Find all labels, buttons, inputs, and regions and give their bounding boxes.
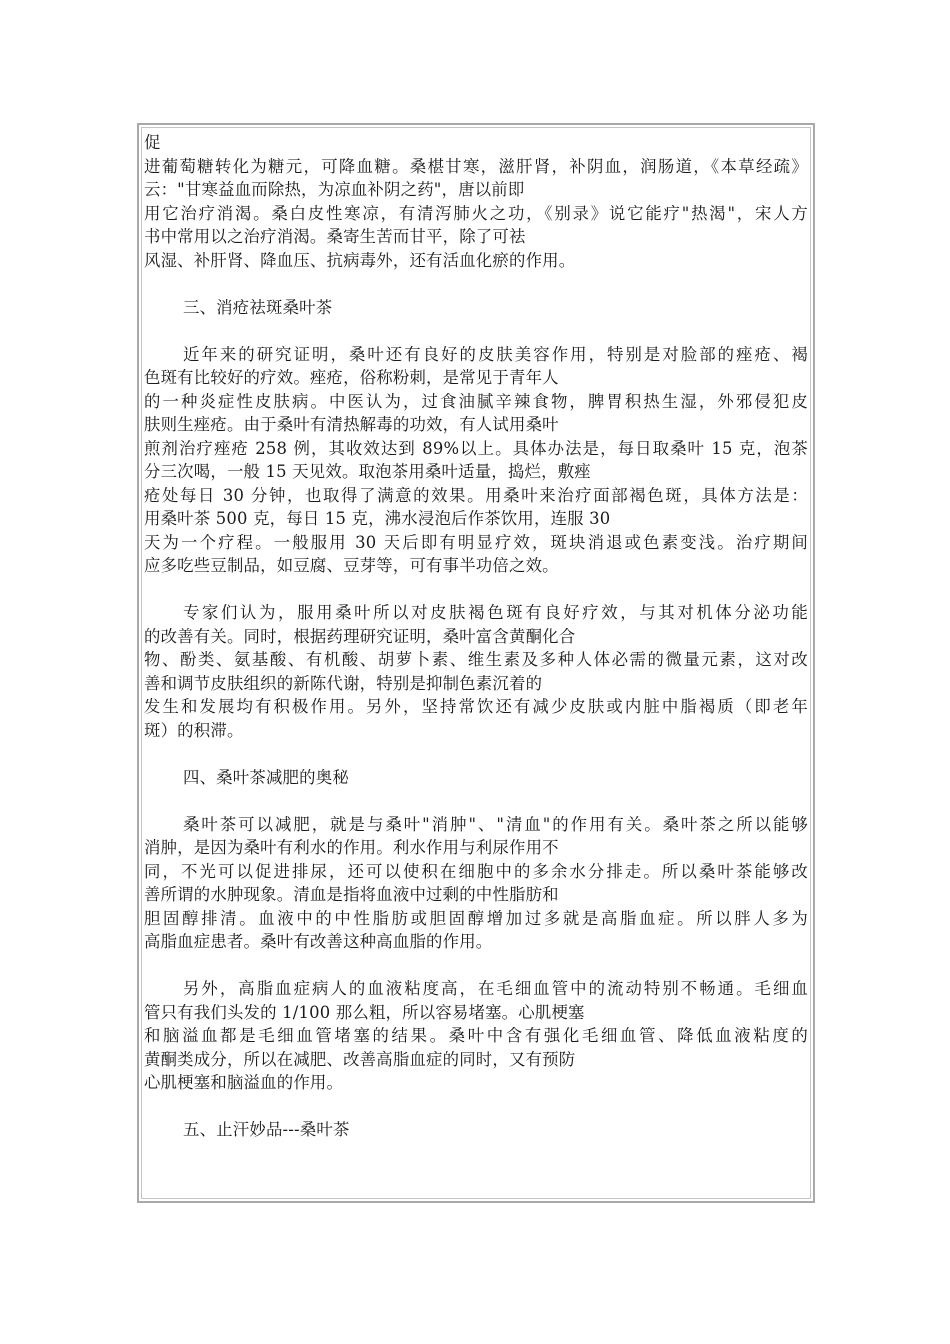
text-line: 物、酚类、氨基酸、有机酸、胡萝卜素、维生素及多种人体必需的微量元素，这对改 bbox=[144, 650, 808, 669]
text-line: 的一种炎症性皮肤病。中医认为，过食油腻辛辣食物，脾胃积热生湿，外邪侵犯皮 bbox=[144, 391, 808, 411]
text-line: 同，不光可以促进排尿，还可以使积在细胞中的多余水分排走。所以桑叶茶能够改 bbox=[144, 861, 808, 881]
text-line: 高脂血症患者。桑叶有改善这种高血脂的作用。 bbox=[144, 932, 493, 951]
section-heading: 五、止汗妙品---桑叶茶 bbox=[183, 1120, 350, 1139]
text-line: 善所谓的水肿现象。清血是指将血液中过剩的中性脂肪和 bbox=[144, 885, 559, 904]
text-line: 的改善有关。同时，根据药理研究证明，桑叶富含黄酮化合 bbox=[144, 626, 576, 646]
text-line: 色斑有比较好的疗效。痤疮，俗称粉刺，是常见于青年人 bbox=[144, 368, 559, 387]
text-line: 肤则生痤疮。由于桑叶有清热解毒的功效，有人试用桑叶 bbox=[144, 415, 559, 434]
paragraph-gap bbox=[144, 319, 808, 343]
document-content bbox=[141, 127, 811, 1199]
section-heading: 三、消疮祛斑桑叶茶 bbox=[183, 297, 333, 317]
text-line: 心肌梗塞和脑溢血的作用。 bbox=[144, 1073, 344, 1092]
text-line: 发生和发展均有积极作用。另外，坚持常饮还有减少皮肤或内脏中脂褐质（即老年 bbox=[144, 697, 808, 716]
section-heading: 四、桑叶茶减肥的奥秘 bbox=[183, 767, 349, 787]
paragraph-gap bbox=[144, 789, 808, 813]
paragraph-gap bbox=[144, 954, 808, 978]
text-line: 用桑叶茶 500 克，每日 15 克，沸水浸泡后作茶饮用，连服 30 bbox=[144, 509, 611, 528]
text-line: 风湿、补肝肾、降血压、抗病毒外，还有活血化瘀的作用。 bbox=[144, 250, 576, 270]
paragraph-gap bbox=[144, 272, 808, 296]
text-line: 另外，高脂血症病人的血液粘度高，在毛细血管中的流动特别不畅通。毛细血 bbox=[183, 979, 808, 998]
text-line: 进葡萄糖转化为糖元，可降血糖。桑椹甘寒，滋肝肾，补阴血，润肠道，《本草经疏》 bbox=[144, 156, 808, 176]
paragraph-gap bbox=[144, 578, 808, 602]
text-line: 斑）的积滞。 bbox=[144, 720, 244, 740]
text-line: 应多吃些豆制品，如豆腐、豆芽等，可有事半功倍之效。 bbox=[144, 556, 559, 575]
paragraph-gap bbox=[144, 1095, 808, 1119]
text-line: 疮处每日 30 分钟，也取得了满意的效果。用桑叶来治疗面部褐色斑，具体方法是： bbox=[144, 485, 808, 505]
text-line: 书中常用以之治疗消渴。桑寄生苦而甘平，除了可祛 bbox=[144, 227, 526, 246]
paragraph-gap bbox=[144, 742, 808, 766]
text-line: 煎剂治疗痤疮 258 例，其收效达到 89%以上。具体办法是，每日取桑叶 15 克，泡茶 bbox=[144, 438, 808, 458]
text-line: 天为一个疗程。一般服用 30 天后即有明显疗效，斑块消退或色素变浅。治疗期间 bbox=[144, 532, 808, 552]
text-line: 促 bbox=[144, 133, 161, 152]
text-line: 云："甘寒益血而除热，为凉血补阴之药"，唐以前即 bbox=[144, 180, 525, 199]
text-line: 黄酮类成分，所以在减肥、改善高脂血症的同时，又有预防 bbox=[144, 1049, 576, 1069]
text-line: 桑叶茶可以减肥，就是与桑叶"消肿"、"清血"的作用有关。桑叶茶之所以能够 bbox=[183, 814, 808, 834]
text-line: 和脑溢血都是毛细血管堵塞的结果。桑叶中含有强化毛细血管、降低血液粘度的 bbox=[144, 1026, 808, 1045]
text-line: 管只有我们头发的 1/100 那么粗，所以容易堵塞。心肌梗塞 bbox=[144, 1002, 585, 1022]
text-line: 消肿，是因为桑叶有利水的作用。利水作用与利尿作用不 bbox=[144, 838, 559, 857]
text-line: 分三次喝，一般 15 天见效。取泡茶用桑叶适量，捣烂，敷痤 bbox=[144, 462, 591, 481]
text-line: 善和调节皮肤组织的新陈代谢，特别是抑制色素沉着的 bbox=[144, 673, 543, 693]
text-line: 近年来的研究证明，桑叶还有良好的皮肤美容作用，特别是对脸部的痤疮、褐 bbox=[183, 344, 808, 364]
text-line: 专家们认为，服用桑叶所以对皮肤褐色斑有良好疗效，与其对机体分泌功能 bbox=[183, 603, 808, 622]
document-frame bbox=[137, 123, 815, 1203]
text-line: 用它治疗消渴。桑白皮性寒凉，有清泻肺火之功，《别录》说它能疗"热渴"，宋人方 bbox=[144, 203, 808, 223]
text-line: 胆固醇排清。血液中的中性脂肪或胆固醇增加过多就是高脂血症。所以胖人多为 bbox=[144, 908, 808, 928]
